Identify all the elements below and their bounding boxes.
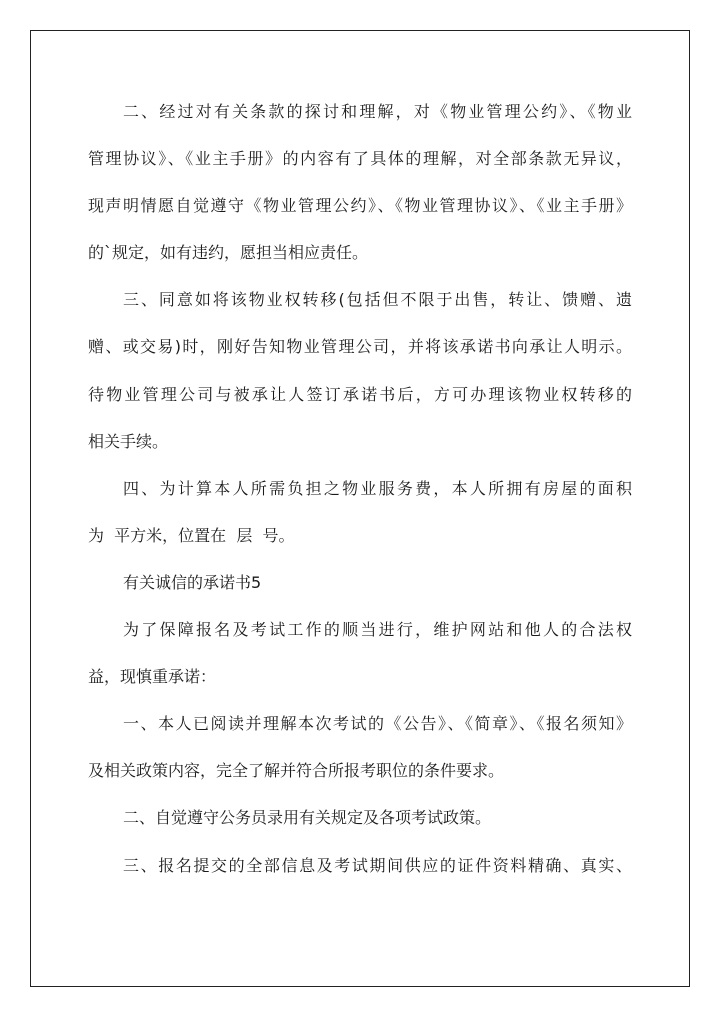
text-line: 及相关政策内容，完全了解并符合所报考职位的条件要求。 <box>88 761 505 781</box>
text-line: 四、为计算本人所需负担之物业服务费，本人所拥有房屋的面积 <box>123 478 632 498</box>
text-line: 为 平方米，位置在 层 号。 <box>88 525 295 545</box>
text-line: 益，现慎重承诺： <box>88 667 217 687</box>
text-line: 为了保障报名及考试工作的顺当进行，维护网站和他人的合法权 <box>123 620 632 640</box>
text-line: 现声明情愿自觉遵守《物业管理公约》、《物业管理协议》、《业主手册》 <box>88 196 632 216</box>
text-line: 一、本人已阅读并理解本次考试的《公告》、《简章》、《报名须知》 <box>123 714 632 734</box>
text-line: 的`规定，如有违约，愿担当相应责任。 <box>88 243 369 263</box>
text-line: 三、报名提交的全部信息及考试期间供应的证件资料精确、真实、 <box>123 855 632 875</box>
text-line: 二、自觉遵守公务员录用有关规定及各项考试政策。 <box>123 808 492 828</box>
text-line: 二、经过对有关条款的探讨和理解，对《物业管理公约》、《物业 <box>123 102 632 121</box>
document-body <box>88 88 632 889</box>
section-heading: 有关诚信的承诺书5 <box>123 572 262 592</box>
text-line: 三、同意如将该物业权转移(包括但不限于出售，转让、馈赠、遗 <box>123 290 632 310</box>
text-line: 待物业管理公司与被承让人签订承诺书后，方可办理该物业权转移的 <box>88 384 632 404</box>
text-line: 赠、或交易)时，刚好告知物业管理公司，并将该承诺书向承让人明示。 <box>88 337 632 357</box>
text-line: 管理协议》、《业主手册》的内容有了具体的理解，对全部条款无异议， <box>88 149 632 169</box>
text-line: 相关手续。 <box>88 431 169 451</box>
